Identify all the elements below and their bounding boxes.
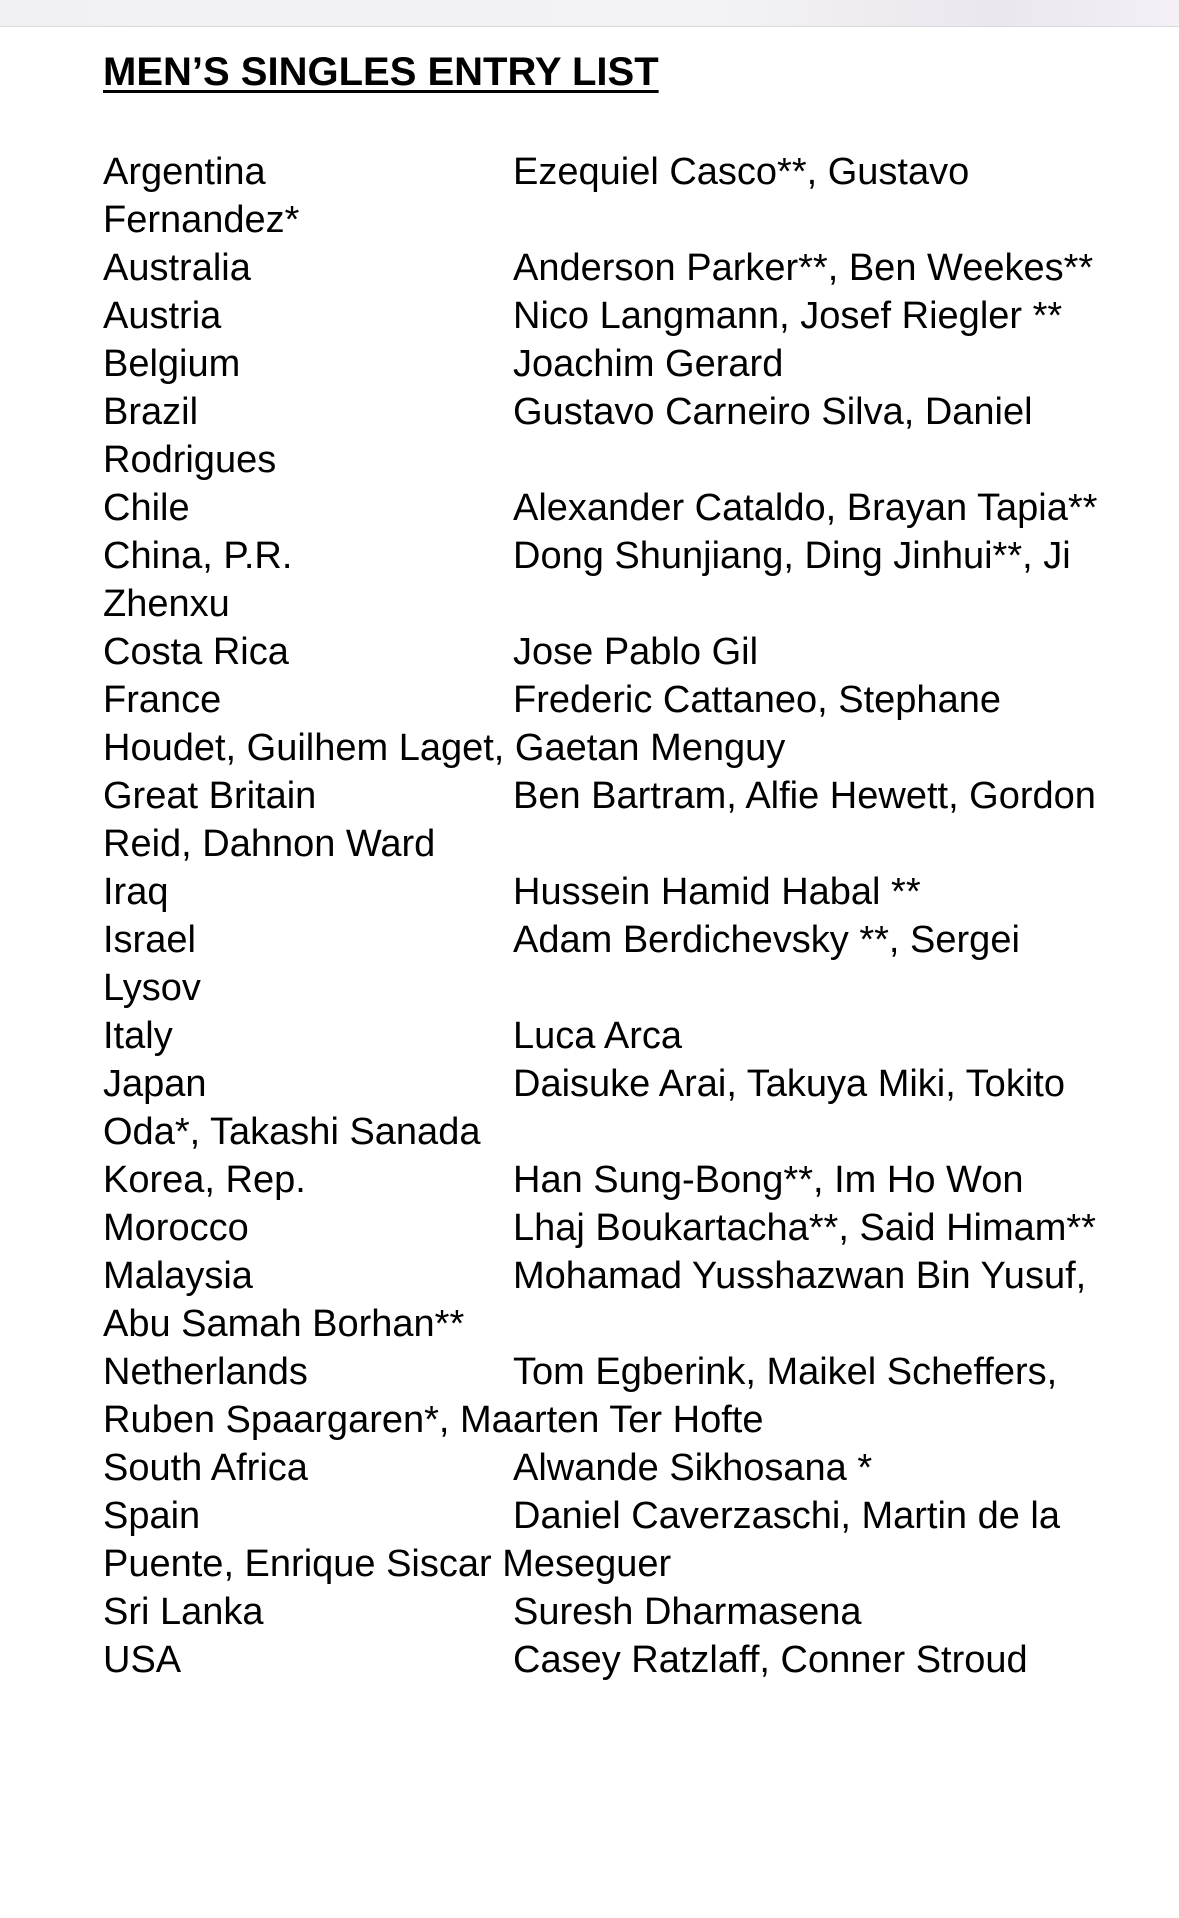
entry-row xyxy=(103,1348,1123,1444)
country-name: China, P.R. xyxy=(103,535,293,577)
entry-row xyxy=(103,1156,1123,1204)
entry-row xyxy=(103,388,1123,484)
entry-row xyxy=(103,1252,1123,1348)
player-names: Luca Arca xyxy=(513,1015,682,1057)
player-names: Ben Bartram, Alfie Hewett, Gordon Reid, Dahnon Ward xyxy=(103,775,1096,865)
country-name: USA xyxy=(103,1639,182,1681)
country-name: France xyxy=(103,679,222,721)
entry-row xyxy=(103,484,1123,532)
country-name: Austria xyxy=(103,295,222,337)
player-names: Alexander Cataldo, Brayan Tapia** xyxy=(513,487,1098,529)
country-name: Malaysia xyxy=(103,1255,253,1297)
player-names: Frederic Cattaneo, Stephane Houdet, Guilhem Laget, Gaetan Menguy xyxy=(103,679,1001,769)
document-title: MEN’S SINGLES ENTRY LIST xyxy=(103,50,659,94)
entry-row xyxy=(103,148,1123,244)
entry-row xyxy=(103,1588,1123,1636)
country-name: Netherlands xyxy=(103,1351,308,1393)
player-names: Adam Berdichevsky **, Sergei Lysov xyxy=(103,919,1020,1009)
country-name: Morocco xyxy=(103,1207,249,1249)
player-names: Jose Pablo Gil xyxy=(513,631,759,673)
player-names: Han Sung-Bong**, Im Ho Won xyxy=(513,1159,1024,1201)
country-name: Sri Lanka xyxy=(103,1591,264,1633)
player-names: Joachim Gerard xyxy=(513,343,784,385)
entry-row xyxy=(103,1012,1123,1060)
entry-row xyxy=(103,868,1123,916)
country-name: Israel xyxy=(103,919,196,961)
player-names: Lhaj Boukartacha**, Said Himam** xyxy=(513,1207,1096,1249)
country-name: Spain xyxy=(103,1495,201,1537)
entry-row xyxy=(103,1492,1123,1588)
country-name: Korea, Rep. xyxy=(103,1159,306,1201)
document-page xyxy=(103,52,1123,1684)
player-names: Daniel Caverzaschi, Martin de la Puente, Enrique Siscar Meseguer xyxy=(103,1495,1061,1585)
entry-row xyxy=(103,244,1123,292)
country-name: Belgium xyxy=(103,343,241,385)
country-name: Italy xyxy=(103,1015,173,1057)
country-name: Great Britain xyxy=(103,775,317,817)
entry-row xyxy=(103,532,1123,628)
entry-row xyxy=(103,916,1123,1012)
entry-row xyxy=(103,1636,1123,1684)
player-names: Ezequiel Casco**, Gustavo Fernandez* xyxy=(103,151,970,241)
player-names: Mohamad Yusshazwan Bin Yusuf, Abu Samah Borhan** xyxy=(103,1255,1087,1345)
entry-row xyxy=(103,292,1123,340)
country-name: Costa Rica xyxy=(103,631,289,673)
country-name: Chile xyxy=(103,487,190,529)
country-name: Iraq xyxy=(103,871,169,913)
player-names: Daisuke Arai, Takuya Miki, Tokito Oda*, Takashi Sanada xyxy=(103,1063,1065,1153)
entry-list xyxy=(103,148,1123,1684)
player-names: Tom Egberink, Maikel Scheffers, Ruben Spaargaren*, Maarten Ter Hofte xyxy=(103,1351,1058,1441)
entry-row xyxy=(103,628,1123,676)
entry-row xyxy=(103,1204,1123,1252)
player-names: Gustavo Carneiro Silva, Daniel Rodrigues xyxy=(103,391,1033,481)
country-name: Argentina xyxy=(103,151,266,193)
player-names: Nico Langmann, Josef Riegler ** xyxy=(513,295,1063,337)
player-names: Alwande Sikhosana * xyxy=(513,1447,873,1489)
entry-row xyxy=(103,1060,1123,1156)
top-bar xyxy=(0,0,1179,27)
player-names: Suresh Dharmasena xyxy=(513,1591,862,1633)
entry-row xyxy=(103,1444,1123,1492)
entry-row xyxy=(103,772,1123,868)
player-names: Dong Shunjiang, Ding Jinhui**, Ji Zhenxu xyxy=(103,535,1071,625)
player-names: Anderson Parker**, Ben Weekes** xyxy=(513,247,1094,289)
entry-row xyxy=(103,676,1123,772)
country-name: Australia xyxy=(103,247,251,289)
country-name: Japan xyxy=(103,1063,207,1105)
country-name: South Africa xyxy=(103,1447,308,1489)
player-names: Hussein Hamid Habal ** xyxy=(513,871,921,913)
player-names: Casey Ratzlaff, Conner Stroud xyxy=(513,1639,1028,1681)
country-name: Brazil xyxy=(103,391,199,433)
entry-row xyxy=(103,340,1123,388)
